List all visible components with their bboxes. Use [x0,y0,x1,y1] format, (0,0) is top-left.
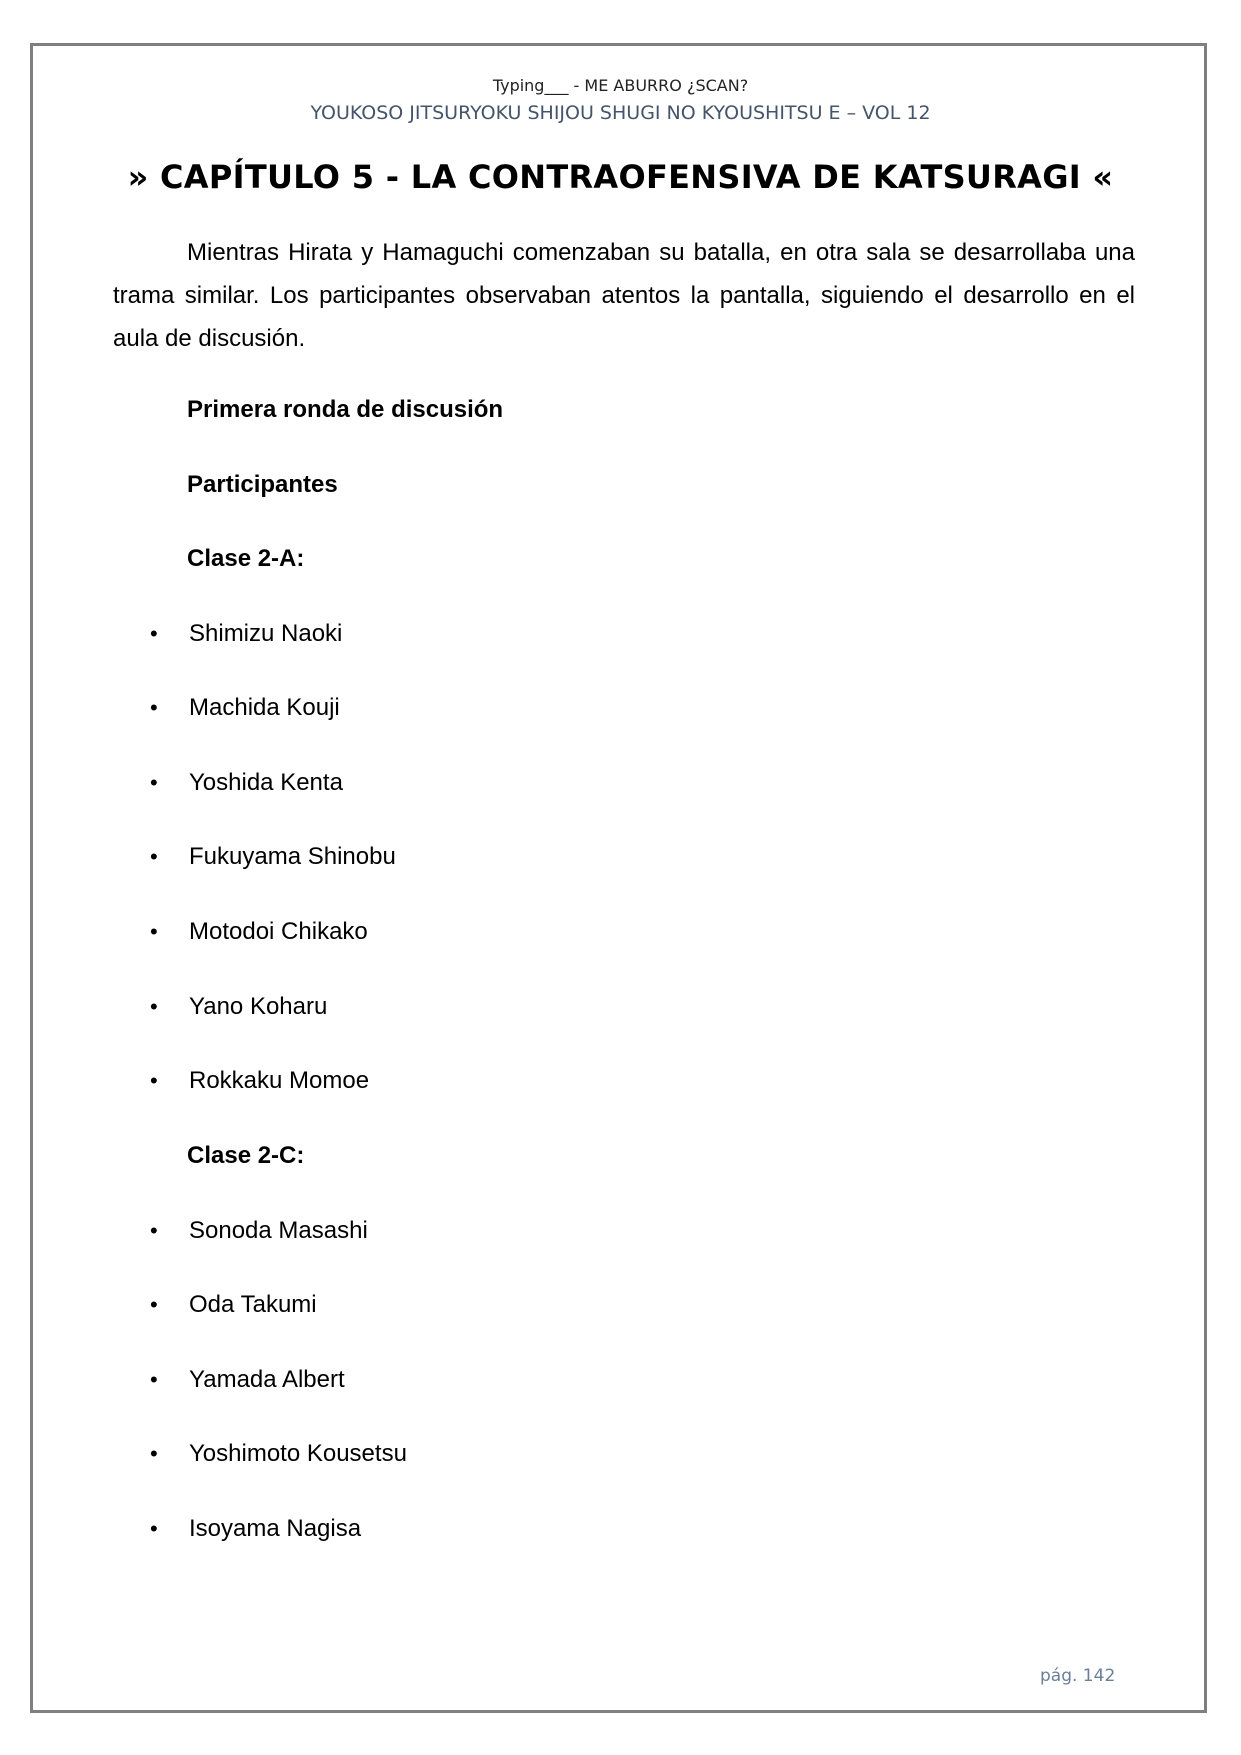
list-item [150,1440,407,1468]
participant-name: Isoyama Nagisa [189,1515,362,1542]
header-credit: Typing___ - ME ABURRO ¿SCAN? [492,76,749,95]
list-item [150,1515,361,1543]
body-paragraph: Mientras Hirata y Hamaguchi comenzaban su batalla, en otra sala se desarrollaba una trama similar. Los participantes observaban atentos la pantalla, siguiendo el desarrollo en el aula de discusión. [113,239,1135,352]
list-item [150,769,343,797]
list-item [150,1291,317,1319]
list-item [150,694,340,722]
participant-name: Yoshimoto Kousetsu [189,1440,407,1467]
bullet-icon: • [150,994,158,1019]
participant-name: Yano Koharu [189,993,328,1020]
participants-heading: Participantes [187,471,338,498]
participant-name: Oda Takumi [189,1291,317,1318]
list-item [150,620,342,648]
bullet-icon: • [150,1292,158,1317]
list-item [150,993,327,1021]
participant-name: Fukuyama Shinobu [189,843,396,870]
list-item [150,918,368,946]
participant-name: Yoshida Kenta [189,769,343,796]
participant-name: Sonoda Masashi [189,1217,368,1244]
class-c-label: Clase 2-C: [187,1142,305,1169]
participant-name: Yamada Albert [189,1366,345,1393]
bullet-icon: • [150,1441,158,1466]
bullet-icon: • [150,1068,158,1093]
list-item [150,843,396,871]
list-item [150,1217,368,1245]
bullet-icon: • [150,919,158,944]
bullet-icon: • [150,1367,158,1392]
bullet-icon: • [150,1516,158,1541]
chapter-title: » CAPÍTULO 5 - LA CONTRAOFENSIVA DE KATSURAGI « [127,158,1114,196]
header-series-title: YOUKOSO JITSURYOKU SHIJOU SHUGI NO KYOUSHITSU E – VOL 12 [310,102,931,124]
bullet-icon: • [150,1218,158,1243]
bullet-icon: • [150,844,158,869]
class-a-label: Clase 2-A: [187,545,305,572]
list-item [150,1366,345,1394]
participant-name: Machida Kouji [189,694,340,721]
list-item [150,1067,369,1095]
bullet-icon: • [150,770,158,795]
round-heading: Primera ronda de discusión [187,396,504,423]
participant-name: Rokkaku Momoe [189,1067,370,1094]
page-number: pág. 142 [1040,1666,1116,1686]
bullet-icon: • [150,621,158,646]
participant-name: Motodoi Chikako [189,918,368,945]
participant-name: Shimizu Naoki [189,620,343,647]
bullet-icon: • [150,695,158,720]
